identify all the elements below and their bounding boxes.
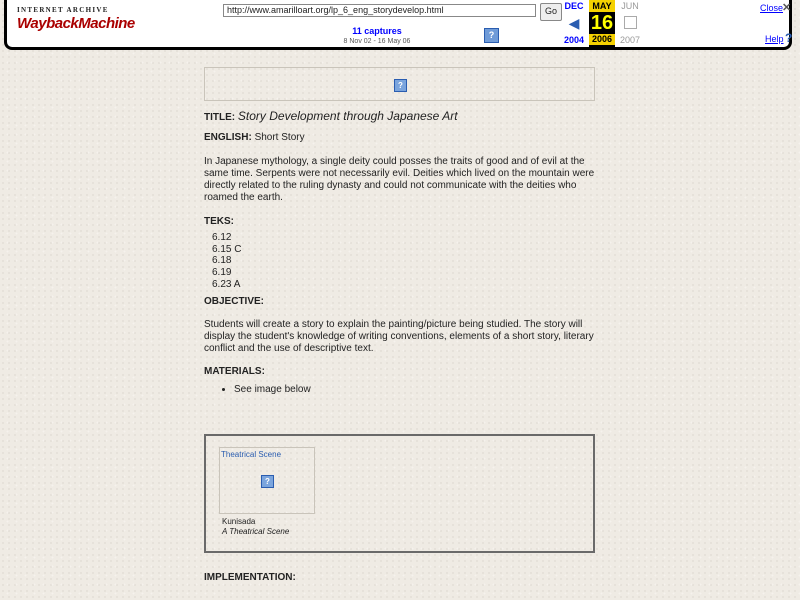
artwork-artist: Kunisada [222,517,256,526]
title-value: Story Development through Japanese Art [237,109,458,123]
wayback-toolbar [4,0,792,50]
next-year-label: 2007 [619,35,641,45]
teks-item: 6.19 [212,267,232,279]
broken-image-icon: ? [261,475,274,488]
captures-link[interactable]: 11 captures [352,26,402,36]
current-year-label: 2006 [589,34,615,45]
captures-range: 8 Nov 02 - 16 May 06 [343,38,411,45]
materials-label: MATERIALS: [204,365,265,377]
close-link[interactable]: Close [760,3,784,13]
help-icon[interactable]: ? [785,31,793,45]
objective-label: OBJECTIVE: [204,295,265,307]
broken-image-icon: ? [394,79,407,92]
artwork-title: A Theatrical Scene [222,527,290,536]
materials-list [204,384,596,396]
english-label: ENGLISH: [204,132,252,143]
implementation-label: IMPLEMENTATION: [204,572,296,583]
english-row [204,132,596,144]
prev-capture-arrow-icon[interactable]: ◀ [568,15,580,31]
url-input[interactable] [223,4,536,17]
missing-image-icon: ? [484,28,499,43]
teks-item: 6.23 A [212,278,241,290]
lesson-title [204,110,596,124]
calendar-next-column [617,0,643,47]
prev-year-label[interactable]: 2004 [563,35,585,45]
lesson-content [204,110,596,396]
logo-wayback-machine: WaybackMachine [17,15,135,32]
materials-item: • See image below [234,384,596,396]
artwork-frame [204,434,595,553]
close-icon[interactable]: ✕ [782,2,792,14]
current-day-label: 16 [590,12,614,34]
intro-paragraph: In Japanese mythology, a single deity could posses the traits of good and of evil at the same time. Serpents were not necessarily evil. Deities which lived on the mountain were directly related to the ruling dynasty and could not communicate with the deities who roamed the earth. [204,156,595,203]
calendar-prev-column[interactable] [561,0,587,47]
teks-label: TEKS: [204,216,234,227]
prev-month-label[interactable]: DEC [564,1,584,11]
teks-list [212,232,596,291]
go-button[interactable]: Go [540,3,562,21]
next-capture-empty-icon [624,16,637,29]
objective-paragraph: Students will create a story to explain the painting/picture being studied. The story will display the student's knowledge of writing conventions, elements of a short story, literary conflict and the use of descriptive text. [204,318,594,354]
next-month-label: JUN [621,1,639,11]
artwork-thumb-label[interactable]: Theatrical Scene [221,450,282,459]
wayback-logo[interactable] [17,6,135,40]
help-link[interactable]: Help [765,34,784,44]
banner-image-frame [204,67,595,101]
teks-item: 6.12 [212,232,232,243]
logo-internet-archive: INTERNET ARCHIVE [17,6,109,14]
teks-item: 6.18 [212,255,232,267]
artwork-thumbnail[interactable] [219,447,315,514]
current-month-label: MAY [589,0,615,12]
title-label: TITLE: [204,112,236,123]
calendar-current-column [589,0,615,47]
english-value: Short Story [254,132,305,143]
teks-item: 6.15 C [212,243,242,255]
